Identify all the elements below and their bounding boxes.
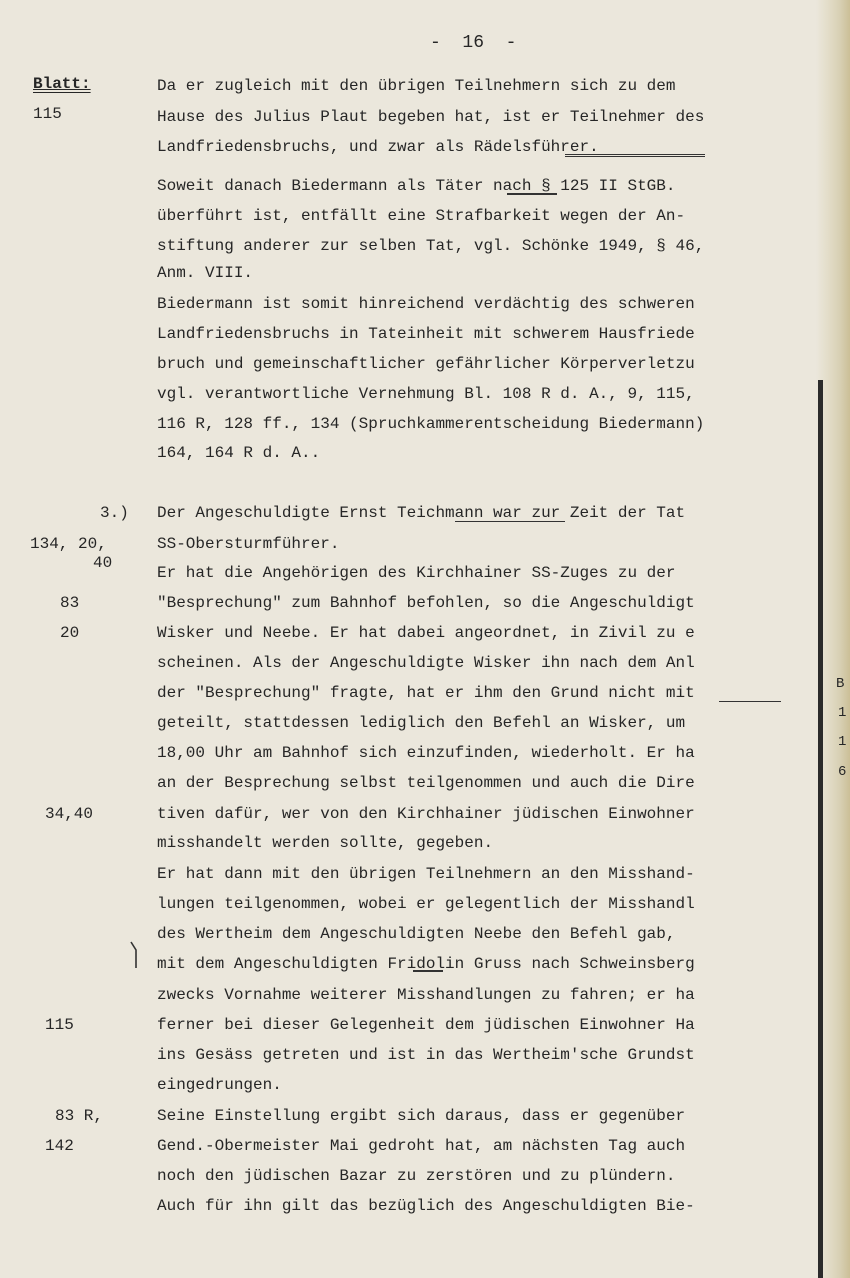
body-line: mit dem Angeschuldigten Fridolin Gruss nach Schweinsberg — [157, 955, 695, 973]
body-line: Biedermann ist somit hinreichend verdächtig des schweren — [157, 295, 695, 313]
body-line: noch den jüdischen Bazar zu zerstören und zu plündern. — [157, 1167, 676, 1185]
body-line: "Besprechung" zum Bahnhof befohlen, so die Angeschuldigt — [157, 594, 695, 612]
margin-ref: 115 — [33, 105, 62, 123]
body-line: der "Besprechung" fragte, hat er ihm den Grund nicht mit — [157, 684, 695, 702]
margin-ref: 142 — [45, 1137, 74, 1155]
body-line: des Wertheim dem Angeschuldigten Neebe den Befehl gab, — [157, 925, 676, 943]
body-line: Er hat dann mit den übrigen Teilnehmern an den Misshand- — [157, 865, 695, 883]
body-line — [157, 137, 599, 157]
body-line: eingedrungen. — [157, 1076, 282, 1094]
margin-ref: 40 — [93, 554, 113, 572]
margin-ref: 115 — [45, 1016, 74, 1034]
body-line: stiftung anderer zur selben Tat, vgl. Schönke 1949, § 46, — [157, 237, 705, 255]
edge-mark: 6 — [838, 764, 847, 780]
body-line: SS-Obersturmführer. — [157, 535, 340, 553]
body-line: zwecks Vornahme weiterer Misshandlungen zu fahren; er ha — [157, 986, 695, 1004]
body-line: Er hat die Angehörigen des Kirchhainer SS-Zuges zu der — [157, 564, 676, 582]
margin-blatt-label: Blatt: — [33, 75, 91, 93]
body-line: Der Angeschuldigte Ernst Teichmann war zur Zeit der Tat — [157, 504, 686, 522]
body-line: ferner bei dieser Gelegenheit dem jüdischen Einwohner Ha — [157, 1016, 695, 1034]
body-line-text: Landfriedensbruchs, und zwar als Rädelsführer. — [157, 138, 599, 156]
body-line: Soweit danach Biedermann als Täter nach § 125 II StGB. — [157, 177, 676, 195]
margin-ref: 83 R, — [55, 1107, 104, 1125]
body-line: an der Besprechung selbst teilgenommen und auch die Dire — [157, 774, 695, 792]
edge-mark: 1 — [838, 705, 847, 721]
body-line: geteilt, stattdessen lediglich den Befehl an Wisker, um — [157, 714, 686, 732]
margin-ref: 20 — [60, 624, 80, 642]
body-line: überführt ist, entfällt eine Strafbarkeit wegen der An- — [157, 207, 686, 225]
margin-binding-bar — [818, 380, 823, 1278]
underline-mark — [565, 154, 705, 157]
page-number: - 16 - — [430, 33, 517, 53]
handwritten-mark-icon — [128, 940, 140, 970]
body-line: Landfriedensbruchs in Tateinheit mit schwerem Hausfriede — [157, 325, 695, 343]
edge-mark: B — [836, 676, 845, 692]
margin-ref: 83 — [60, 594, 80, 612]
body-line: Da er zugleich mit den übrigen Teilnehmern sich zu dem — [157, 77, 676, 95]
body-line: scheinen. Als der Angeschuldigte Wisker ihn nach dem Anl — [157, 654, 695, 672]
body-line: vgl. verantwortliche Vernehmung Bl. 108 R d. A., 9, 115, — [157, 385, 695, 403]
body-line: ins Gesäss getreten und ist in das Wertheim'sche Grundst — [157, 1046, 695, 1064]
body-line: bruch und gemeinschaftlicher gefährlicher Körperverletzu — [157, 355, 695, 373]
underline-mark — [455, 521, 565, 522]
underline-mark — [413, 970, 443, 972]
edge-mark: 1 — [838, 734, 847, 750]
margin-ref: 34,40 — [45, 805, 94, 823]
body-line: 164, 164 R d. A.. — [157, 444, 321, 462]
body-line: Auch für ihn gilt das bezüglich des Angeschuldigten Bie- — [157, 1197, 695, 1215]
body-line: Anm. VIII. — [157, 264, 254, 282]
body-line: 18,00 Uhr am Bahnhof sich einzufinden, wiederholt. Er ha — [157, 744, 695, 762]
body-line: lungen teilgenommen, wobei er gelegentlich der Misshandl — [157, 895, 695, 913]
body-line: Seine Einstellung ergibt sich daraus, dass er gegenüber — [157, 1107, 686, 1125]
underline-mark — [719, 701, 781, 702]
body-line: tiven dafür, wer von den Kirchhainer jüdischen Einwohner — [157, 805, 695, 823]
body-line: Gend.-Obermeister Mai gedroht hat, am nächsten Tag auch — [157, 1137, 686, 1155]
body-line: misshandelt werden sollte, gegeben. — [157, 834, 494, 852]
body-line: Wisker und Neebe. Er hat dabei angeordnet, in Zivil zu e — [157, 624, 695, 642]
underline-mark — [507, 193, 557, 195]
margin-section-number: 3.) — [100, 504, 129, 522]
margin-ref: 134, 20, — [30, 535, 107, 553]
body-line: 116 R, 128 ff., 134 (Spruchkammerentscheidung Biedermann) — [157, 415, 705, 433]
body-line: Hause des Julius Plaut begeben hat, ist er Teilnehmer des — [157, 108, 705, 126]
